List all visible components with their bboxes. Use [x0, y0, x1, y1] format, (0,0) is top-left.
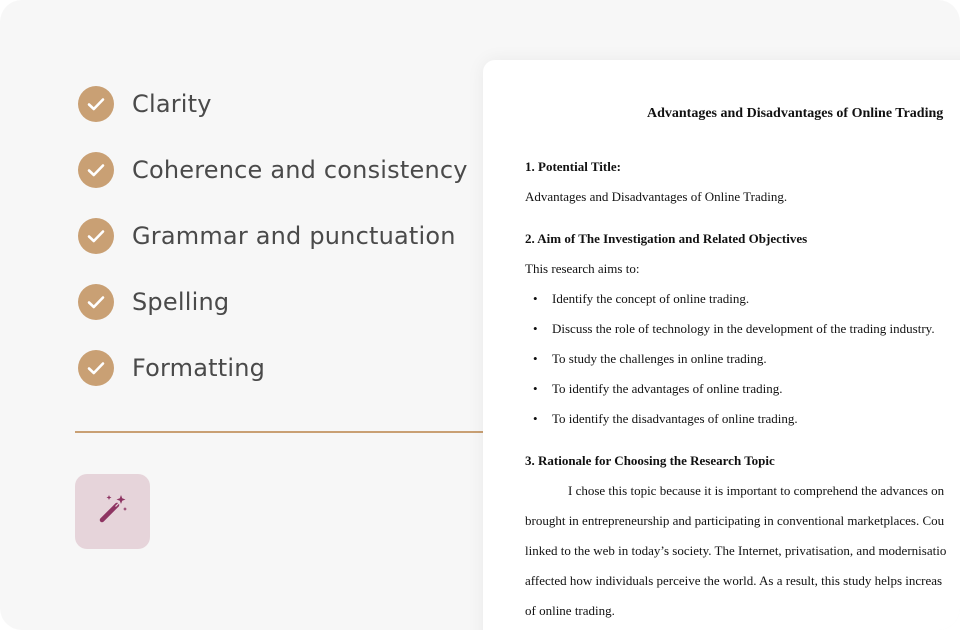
- document-preview: [483, 60, 960, 630]
- checklist-item-formatting: [78, 348, 468, 388]
- list-item: • To identify the advantages of online trading.: [533, 381, 783, 396]
- connector-line: [75, 431, 512, 433]
- check-icon: [78, 350, 114, 386]
- checklist-item-spelling: [78, 282, 468, 322]
- section-heading: 1. Potential Title:: [525, 159, 621, 174]
- section-text: Advantages and Disadvantages of Online Trading.: [525, 189, 788, 204]
- quality-checklist: [78, 84, 468, 414]
- list-item: • Identify the concept of online trading.: [533, 291, 750, 306]
- check-icon: [78, 86, 114, 122]
- checklist-item-label: Grammar and punctuation: [132, 222, 456, 250]
- checklist-item-label: Formatting: [132, 354, 266, 382]
- section-text: This research aims to:: [525, 261, 640, 276]
- list-item: • Discuss the role of technology in the development of the trading industry.: [533, 321, 935, 336]
- checklist-item-grammar: [78, 216, 468, 256]
- check-icon: [78, 284, 114, 320]
- list-item: • To study the challenges in online trading.: [533, 351, 767, 366]
- check-icon: [78, 218, 114, 254]
- check-icon: [78, 152, 114, 188]
- list-item-text: To study the challenges in online trading.: [552, 351, 767, 366]
- paragraph-line: I chose this topic because it is important to comprehend the advances on: [568, 483, 945, 498]
- paragraph-line: linked to the web in today’s society. The Internet, privatisation, and modernisatio: [525, 543, 947, 558]
- section-heading: 2. Aim of The Investigation and Related Objectives: [525, 231, 808, 246]
- checklist-item-coherence: [78, 150, 468, 190]
- checklist-item-label: Clarity: [132, 90, 212, 118]
- list-item-text: To identify the disadvantages of online trading.: [552, 411, 798, 426]
- paragraph-line: brought in entrepreneurship and participating in conventional marketplaces. Cou: [525, 513, 945, 528]
- list-item-text: To identify the advantages of online trading.: [552, 381, 783, 396]
- list-item: • To identify the disadvantages of online trading.: [533, 411, 798, 426]
- magic-wand-icon: [96, 492, 130, 531]
- checklist-item-clarity: [78, 84, 468, 124]
- section-heading: 3. Rationale for Choosing the Research Topic: [525, 453, 775, 468]
- paragraph-line: affected how individuals perceive the world. As a result, this study helps increas: [525, 573, 943, 588]
- paragraph-line: of online trading.: [525, 603, 615, 618]
- document-title: Advantages and Disadvantages of Online Trading: [647, 106, 944, 121]
- list-item-text: Identify the concept of online trading.: [552, 291, 750, 306]
- checklist-item-label: Coherence and consistency: [132, 156, 468, 184]
- list-item-text: Discuss the role of technology in the development of the trading industry.: [552, 321, 935, 336]
- checklist-item-label: Spelling: [132, 288, 230, 316]
- magic-wand-button[interactable]: [75, 474, 150, 549]
